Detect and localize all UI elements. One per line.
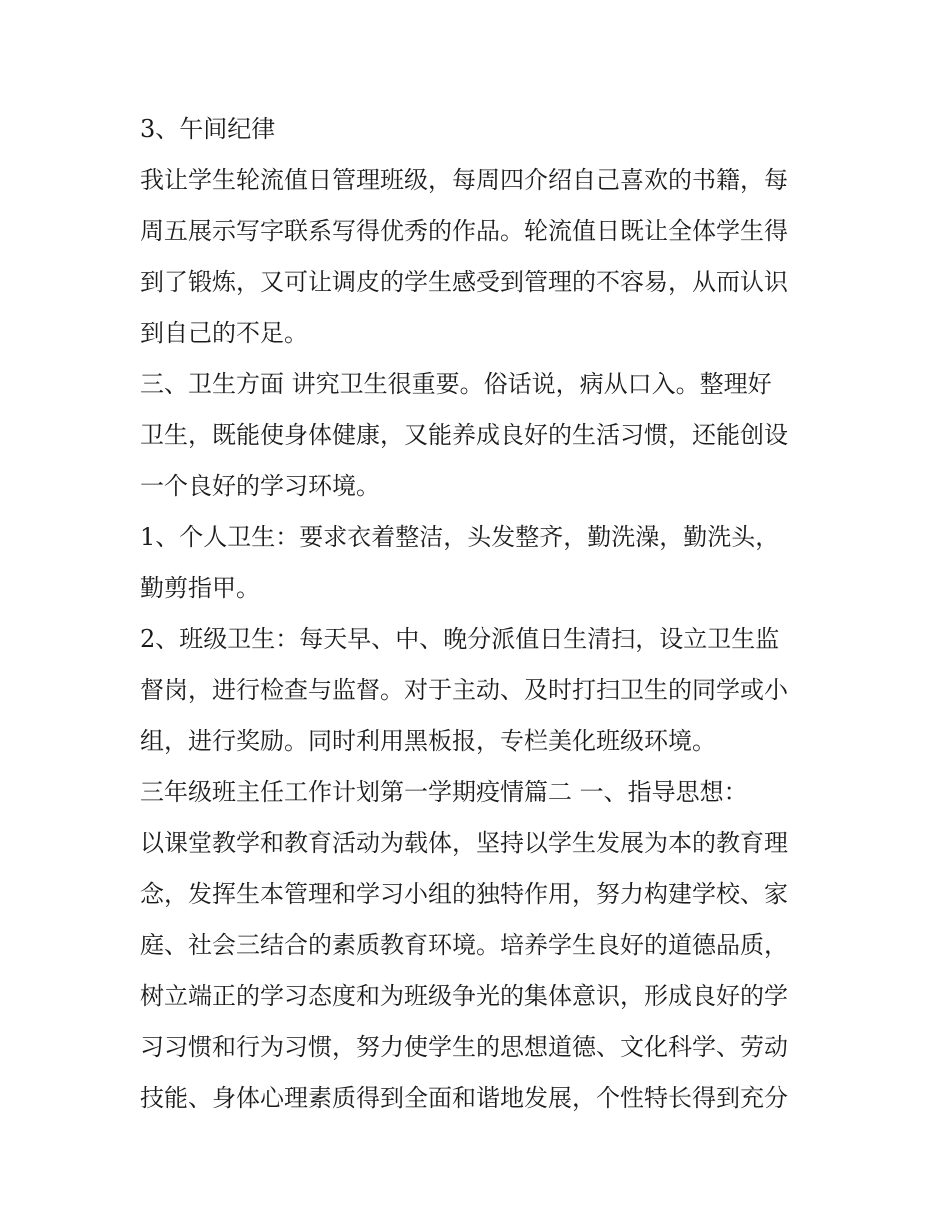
section-hygiene-line: 三、卫生方面 讲究卫生很重要。俗话说，病从口入。整理好 (140, 370, 772, 398)
heading-noon-discipline: 3、午间纪律 (140, 115, 276, 143)
paragraph-line: 到自己的不足。 (140, 319, 308, 347)
paragraph-line: 组，进行奖励。同时利用黑板报，专栏美化班级环境。 (140, 727, 716, 755)
class-hygiene-line: 2、班级卫生：每天早、中、晚分派值日生清扫，设立卫生监 (140, 625, 780, 653)
paragraph-line: 庭、社会三结合的素质教育环境。培养学生良好的道德品质， (140, 931, 788, 959)
section-guiding-thought-line: 三年级班主任工作计划第一学期疫情篇二 一、指导思想： (140, 778, 748, 806)
personal-hygiene-line: 1、个人卫生：要求衣着整洁，头发整齐，勤洗澡，勤洗头， (140, 523, 780, 551)
paragraph-line: 周五展示写字联系写得优秀的作品。轮流值日既让全体学生得 (140, 217, 788, 245)
paragraph-line: 习习惯和行为习惯，努力使学生的思想道德、文化科学、劳动 (140, 1033, 788, 1061)
paragraph-line: 以课堂教学和教育活动为载体，坚持以学生发展为本的教育理 (140, 829, 788, 857)
paragraph-line: 督岗，进行检查与监督。对于主动、及时打扫卫生的同学或小 (140, 676, 788, 704)
paragraph-line: 勤剪指甲。 (140, 574, 260, 602)
paragraph-line: 我让学生轮流值日管理班级，每周四介绍自己喜欢的书籍，每 (140, 166, 788, 194)
paragraph-line: 到了锻炼，又可让调皮的学生感受到管理的不容易，从而认识 (140, 268, 788, 296)
paragraph-line: 卫生，既能使身体健康，又能养成良好的生活习惯，还能创设 (140, 421, 788, 449)
paragraph-line: 念，发挥生本管理和学习小组的独特作用，努力构建学校、家 (140, 880, 788, 908)
paragraph-line: 技能、身体心理素质得到全面和谐地发展，个性特长得到充分 (140, 1084, 788, 1112)
document-body (140, 104, 820, 1124)
paragraph-line: 一个良好的学习环境。 (140, 472, 380, 500)
paragraph-line: 树立端正的学习态度和为班级争光的集体意识，形成良好的学 (140, 982, 788, 1010)
